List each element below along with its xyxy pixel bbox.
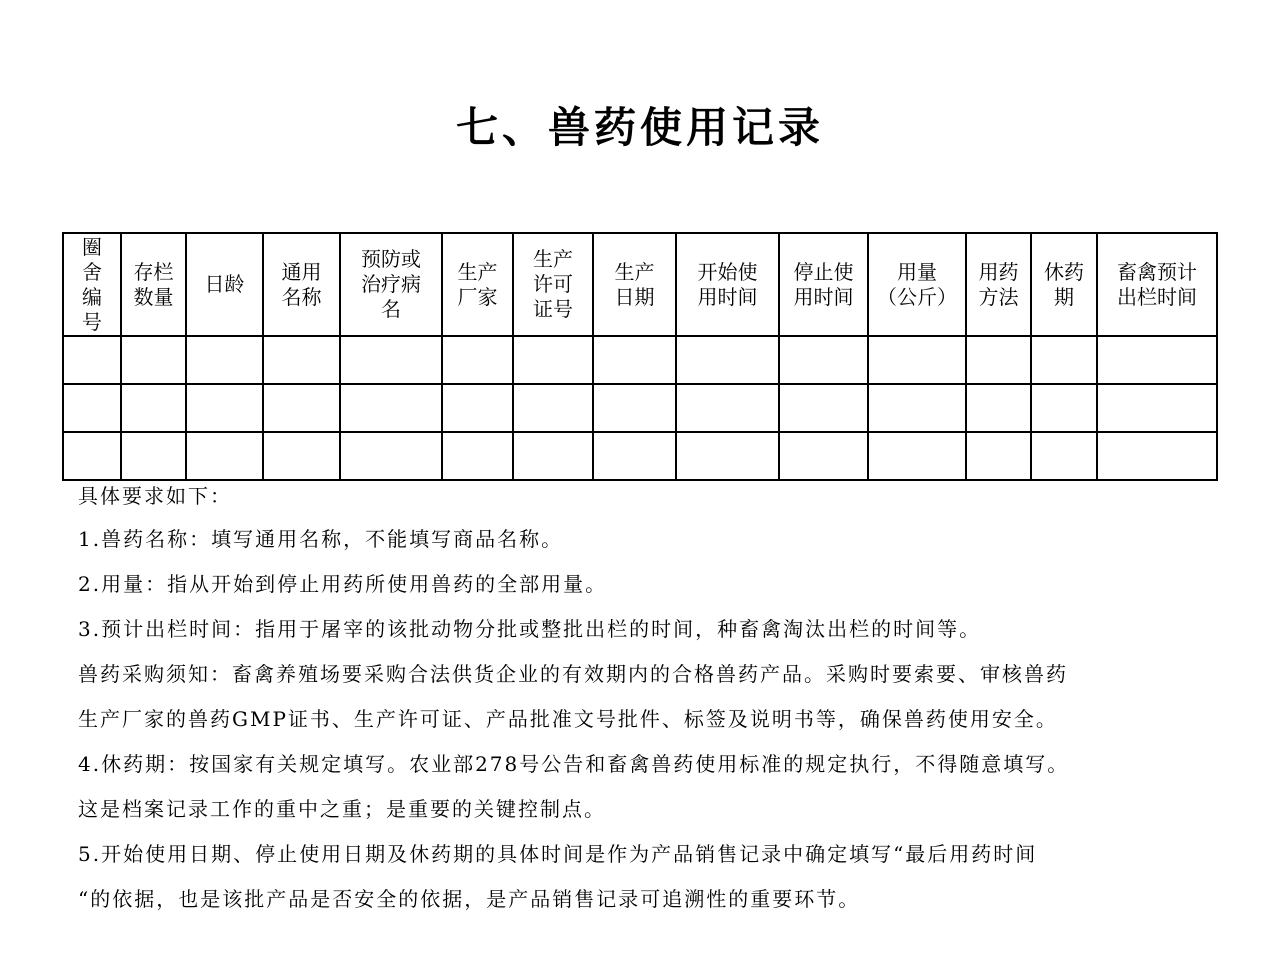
- table-cell[interactable]: [868, 432, 966, 480]
- table-cell[interactable]: [121, 384, 186, 432]
- note-line: 生产厂家的兽药GMP证书、生产许可证、产品批准文号批件、标签及说明书等，确保兽药使用安全。: [78, 707, 1058, 731]
- table-row: [63, 384, 1217, 432]
- note-line: 5.开始使用日期、停止使用日期及休药期的具体时间是作为产品销售记录中确定填写“最后用药时间: [78, 842, 1038, 866]
- veterinary-drug-record-table: [62, 232, 1218, 481]
- notes-heading: 具体要求如下：: [78, 484, 232, 508]
- table-cell[interactable]: [1031, 432, 1097, 480]
- note-line: 2.用量：指从开始到停止用药所使用兽药的全部用量。: [78, 572, 608, 596]
- table-cell[interactable]: [121, 432, 186, 480]
- column-header: [1097, 233, 1217, 336]
- table-cell[interactable]: [868, 384, 966, 432]
- column-header: [340, 233, 442, 336]
- table-cell[interactable]: [676, 384, 779, 432]
- table-cell[interactable]: [966, 336, 1031, 384]
- table-cell[interactable]: [593, 432, 676, 480]
- column-header: [593, 233, 676, 336]
- table-cell[interactable]: [966, 384, 1031, 432]
- column-header: [1031, 233, 1097, 336]
- column-header-label: 存栏 数量: [133, 259, 174, 309]
- column-header-label: 生产 厂家: [457, 259, 498, 309]
- column-header: [121, 233, 186, 336]
- column-header: [63, 233, 121, 336]
- table-cell[interactable]: [1097, 336, 1217, 384]
- column-header-label: 开始使 用时间: [697, 259, 758, 309]
- page-title: 七、兽药使用记录: [455, 103, 824, 152]
- table-cell[interactable]: [63, 384, 121, 432]
- table-cell[interactable]: [779, 384, 868, 432]
- column-header-label: 休药 期: [1044, 259, 1084, 309]
- table-cell[interactable]: [121, 336, 186, 384]
- column-header: [513, 233, 593, 336]
- note-line: 4.休药期：按国家有关规定填写。农业部278号公告和畜禽兽药使用标准的规定执行，不得随意填写。: [78, 752, 1070, 776]
- column-header-label: 通用 名称: [281, 259, 322, 309]
- column-header-label: 生产 日期: [614, 259, 655, 309]
- column-header-label: 预防或 治疗病 名: [361, 247, 421, 321]
- note-line: “的依据，也是该批产品是否安全的依据，是产品销售记录可追溯性的重要环节。: [78, 887, 861, 911]
- column-header-label: 畜禽预计 出栏时间: [1117, 259, 1197, 309]
- table-cell[interactable]: [779, 432, 868, 480]
- table-cell[interactable]: [1031, 336, 1097, 384]
- column-header-label: 用药 方法: [978, 259, 1019, 309]
- column-header-label: 日龄: [204, 272, 245, 296]
- table-cell[interactable]: [442, 384, 513, 432]
- table-cell[interactable]: [63, 432, 121, 480]
- column-header: [966, 233, 1031, 336]
- table-cell[interactable]: [340, 384, 442, 432]
- table-cell[interactable]: [593, 336, 676, 384]
- column-header: [442, 233, 513, 336]
- table-cell[interactable]: [442, 432, 513, 480]
- table-cell[interactable]: [186, 432, 263, 480]
- table-cell[interactable]: [263, 336, 340, 384]
- table-cell[interactable]: [966, 432, 1031, 480]
- table-row: [63, 336, 1217, 384]
- table-cell[interactable]: [676, 432, 779, 480]
- table-cell[interactable]: [676, 336, 779, 384]
- table-cell[interactable]: [868, 336, 966, 384]
- column-header-label: 用量 （公斤）: [877, 259, 957, 309]
- requirements-notes: [78, 481, 1258, 929]
- note-line: 兽药采购须知：畜禽养殖场要采购合法供货企业的有效期内的合格兽药产品。采购时要索要、审核兽药: [78, 662, 1068, 686]
- table-cell[interactable]: [340, 432, 442, 480]
- table-header-row: [63, 233, 1217, 336]
- table-cell[interactable]: [779, 336, 868, 384]
- table-cell[interactable]: [340, 336, 442, 384]
- table-cell[interactable]: [442, 336, 513, 384]
- table-cell[interactable]: [593, 384, 676, 432]
- table-cell[interactable]: [186, 384, 263, 432]
- table-cell[interactable]: [1097, 432, 1217, 480]
- note-line: 这是档案记录工作的重中之重；是重要的关键控制点。: [78, 797, 606, 821]
- note-line: 1.兽药名称：填写通用名称，不能填写商品名称。: [78, 527, 564, 551]
- table-cell[interactable]: [263, 432, 340, 480]
- table-cell[interactable]: [1031, 384, 1097, 432]
- table-cell[interactable]: [1097, 384, 1217, 432]
- column-header-label: 圈 舍 编 号: [82, 234, 102, 334]
- table-cell[interactable]: [186, 336, 263, 384]
- table-cell[interactable]: [513, 432, 593, 480]
- note-line: 3.预计出栏时间：指用于屠宰的该批动物分批或整批出栏的时间，种畜禽淘汰出栏的时间等。: [78, 617, 982, 641]
- column-header-label: 停止使 用时间: [793, 259, 854, 309]
- table-row: [63, 432, 1217, 480]
- column-header: [263, 233, 340, 336]
- table-cell[interactable]: [63, 336, 121, 384]
- column-header: [868, 233, 966, 336]
- table-cell[interactable]: [263, 384, 340, 432]
- column-header-label: 生产 许可 证号: [533, 247, 573, 321]
- column-header: [779, 233, 868, 336]
- column-header: [186, 233, 263, 336]
- table-cell[interactable]: [513, 384, 593, 432]
- column-header: [676, 233, 779, 336]
- table-cell[interactable]: [513, 336, 593, 384]
